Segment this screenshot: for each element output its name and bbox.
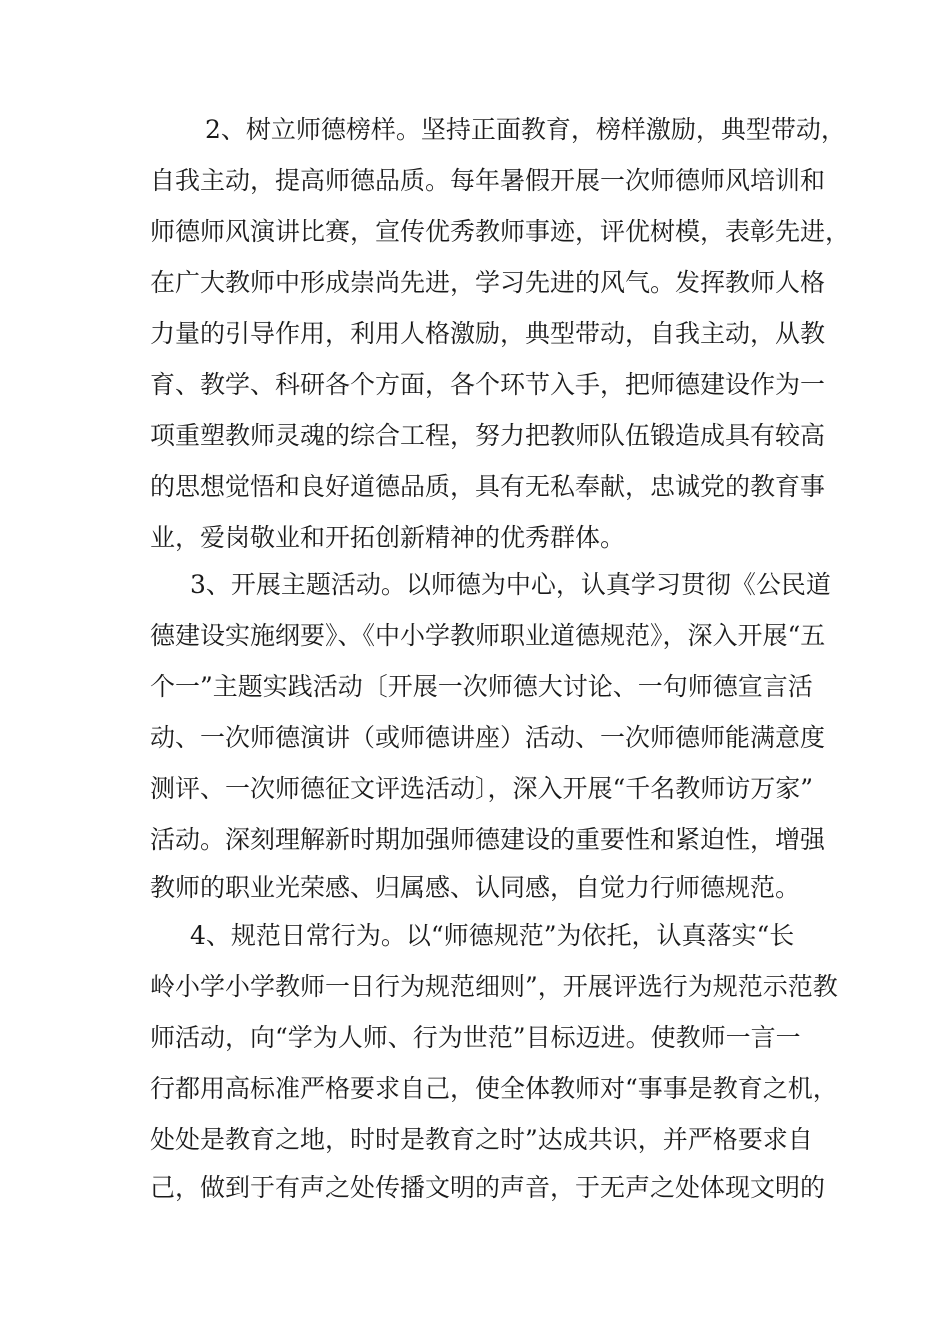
text-line: 师活动，向“学为人师、行为世范”目标迈进。使教师一言一 [150,1023,801,1052]
text-line: 自我主动，提高师德品质。每年暑假开展一次师德师风培训和 [150,166,826,195]
text-line: 岭小学小学教师一日行为规范细则”，开展评选行为规范示范教 [150,972,838,1001]
text-line: 项重塑教师灵魂的综合工程，努力把教师队伍锻造成具有较高 [150,421,826,450]
text-line: 测评、一次师德征文评选活动〕，深入开展“千名教师访万家” [150,774,814,803]
text-line: 师德师风演讲比赛，宣传优秀教师事迹，评优树模，表彰先进， [150,217,851,246]
text-line: 德建设实施纲要》、《中小学教师职业道德规范》，深入开展“五 [150,621,826,650]
text-line: 在广大教师中形成崇尚先进，学习先进的风气。发挥教师人格 [150,268,826,297]
text-line: 行都用高标准严格要求自己，使全体教师对“事事是教育之机， [150,1074,838,1103]
text-line: 个一”主题实践活动〔开展一次师德大讨论、一句师德宣言活 [150,672,813,701]
paragraph-2-heading-line: 2、树立师德榜样。坚持正面教育，榜样激励，典型带动， [205,115,846,144]
paragraph-3-heading-line: 3、开展主题活动。以师德为中心，认真学习贯彻《公民道 [190,570,831,599]
text-line: 己，做到于有声之处传播文明的声音，于无声之处体现文明的 [150,1173,826,1202]
text-line: 教师的职业光荣感、归属感、认同感，自觉力行师德规范。 [150,873,801,902]
text-line: 育、教学、科研各个方面，各个环节入手，把师德建设作为一 [150,370,826,399]
paragraph-4-heading-line: 4、规范日常行为。以“师德规范”为依托，认真落实“长 [190,921,795,950]
text-line: 处处是教育之地，时时是教育之时”达成共识，并严格要求自 [150,1125,813,1154]
text-line: 力量的引导作用，利用人格激励，典型带动，自我主动，从教 [150,319,826,348]
text-line: 业，爱岗敬业和开拓创新精神的优秀群体。 [150,523,626,552]
text-line: 活动。深刻理解新时期加强师德建设的重要性和紧迫性，增强 [150,825,826,854]
text-line: 的思想觉悟和良好道德品质，具有无私奉献，忠诚党的教育事 [150,472,826,501]
text-line: 动、一次师德演讲（或师德讲座）活动、一次师德师能满意度 [150,723,826,752]
